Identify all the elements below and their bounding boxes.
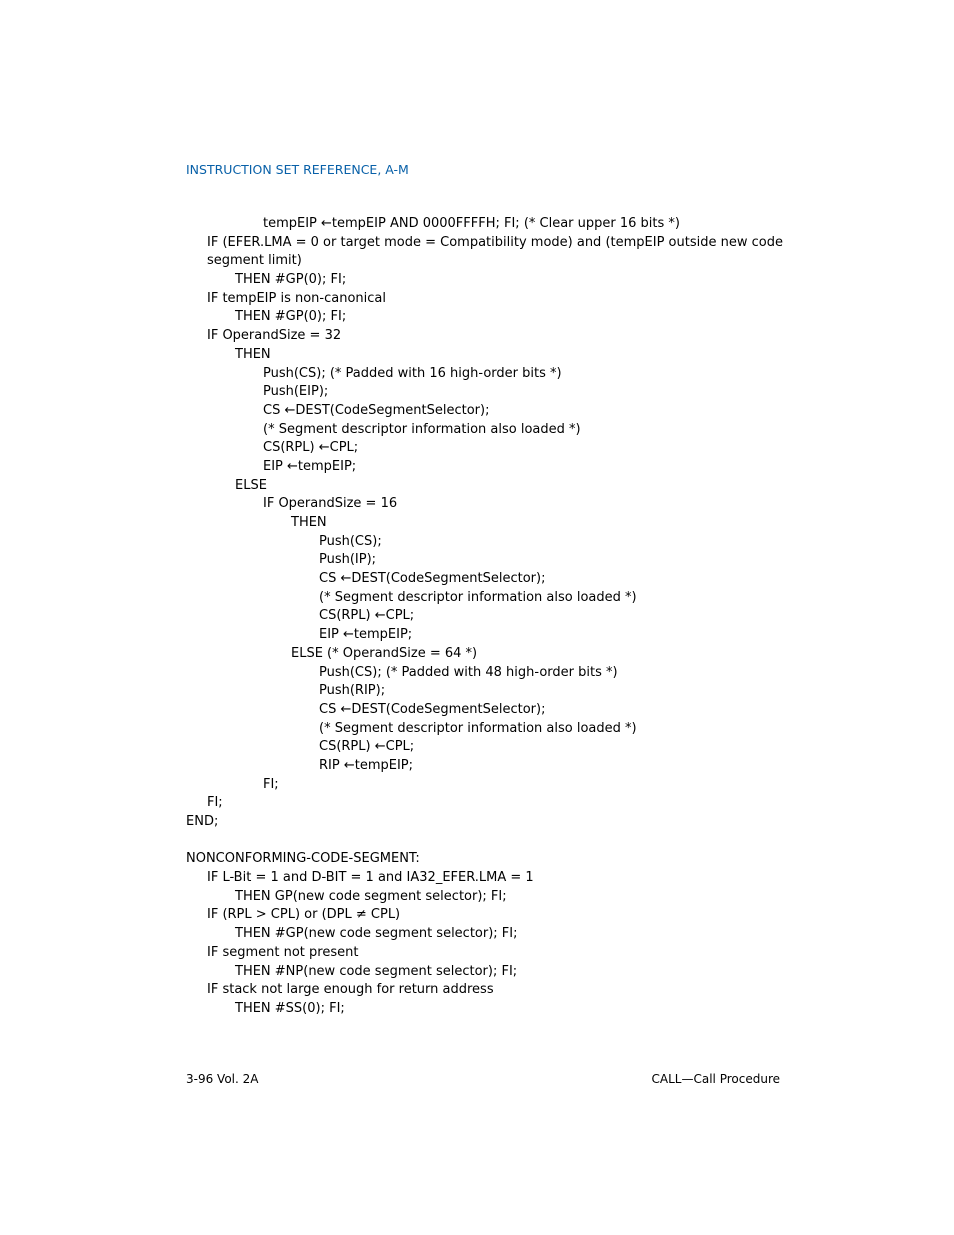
code-line: (* Segment descriptor information also loaded *)	[263, 421, 581, 437]
code-line: (* Segment descriptor information also loaded *)	[319, 589, 637, 605]
code-line: IF (EFER.LMA = 0 or target mode = Compatibility mode) and (tempEIP outside new code	[207, 234, 783, 250]
code-line: CS ←DEST(CodeSegmentSelector);	[263, 402, 490, 418]
code-line: ELSE	[235, 477, 267, 493]
code-line: CS(RPL) ←CPL;	[319, 608, 415, 624]
code-line: THEN #GP(new code segment selector); FI;	[235, 926, 518, 942]
code-line: RIP ←tempEIP;	[319, 757, 414, 773]
footer-section-title: CALL—Call Procedure	[651, 1072, 780, 1086]
code-line: IF (RPL > CPL) or (DPL ≠ CPL)	[207, 907, 401, 923]
code-line: IF OperandSize = 32	[207, 328, 342, 344]
code-line: NONCONFORMING-CODE-SEGMENT:	[186, 851, 420, 867]
code-line: IF tempEIP is non-canonical	[207, 290, 386, 306]
code-line	[186, 832, 786, 851]
code-line: segment limit)	[207, 253, 302, 269]
code-line: EIP ←tempEIP;	[319, 627, 413, 643]
code-line: THEN #GP(0); FI;	[235, 272, 347, 288]
code-line: THEN #SS(0); FI;	[235, 1000, 345, 1016]
code-line: FI;	[207, 795, 223, 811]
code-line: THEN GP(new code segment selector); FI;	[235, 888, 507, 904]
code-line: FI;	[263, 776, 279, 792]
running-header: INSTRUCTION SET REFERENCE, A-M	[186, 162, 409, 177]
code-line: CS(RPL) ←CPL;	[319, 739, 415, 755]
code-line: CS(RPL) ←CPL;	[263, 440, 359, 456]
code-line: THEN	[291, 515, 327, 530]
code-line: IF OperandSize = 16	[263, 496, 398, 512]
footer-page-number: 3-96 Vol. 2A	[186, 1072, 259, 1086]
code-line: ELSE (* OperandSize = 64 *)	[291, 645, 478, 661]
code-line: IF L-Bit = 1 and D-BIT = 1 and IA32_EFER.LMA = 1	[207, 870, 534, 886]
code-line: IF segment not present	[207, 944, 359, 960]
code-line: CS ←DEST(CodeSegmentSelector);	[319, 571, 546, 587]
code-line: THEN #GP(0); FI;	[235, 309, 347, 325]
code-line: Push(CS); (* Padded with 16 high-order bits *)	[263, 365, 562, 381]
code-line: Push(CS); (* Padded with 48 high-order bits *)	[319, 664, 618, 680]
code-line: EIP ←tempEIP;	[263, 458, 357, 474]
code-line: (* Segment descriptor information also loaded *)	[319, 720, 637, 736]
pseudocode-block	[186, 215, 786, 1019]
code-line: Push(CS);	[319, 533, 382, 549]
code-line: CS ←DEST(CodeSegmentSelector);	[319, 701, 546, 717]
code-line: THEN #NP(new code segment selector); FI;	[235, 963, 518, 979]
code-line: THEN	[235, 346, 271, 362]
code-line: IF stack not large enough for return address	[207, 982, 494, 998]
code-line: Push(EIP);	[263, 384, 329, 400]
code-line: tempEIP ←tempEIP AND 0000FFFFH; FI; (* Clear upper 16 bits *)	[263, 216, 680, 231]
code-line: END;	[186, 814, 219, 829]
code-line: Push(RIP);	[319, 683, 386, 699]
code-line: Push(IP);	[319, 552, 377, 568]
